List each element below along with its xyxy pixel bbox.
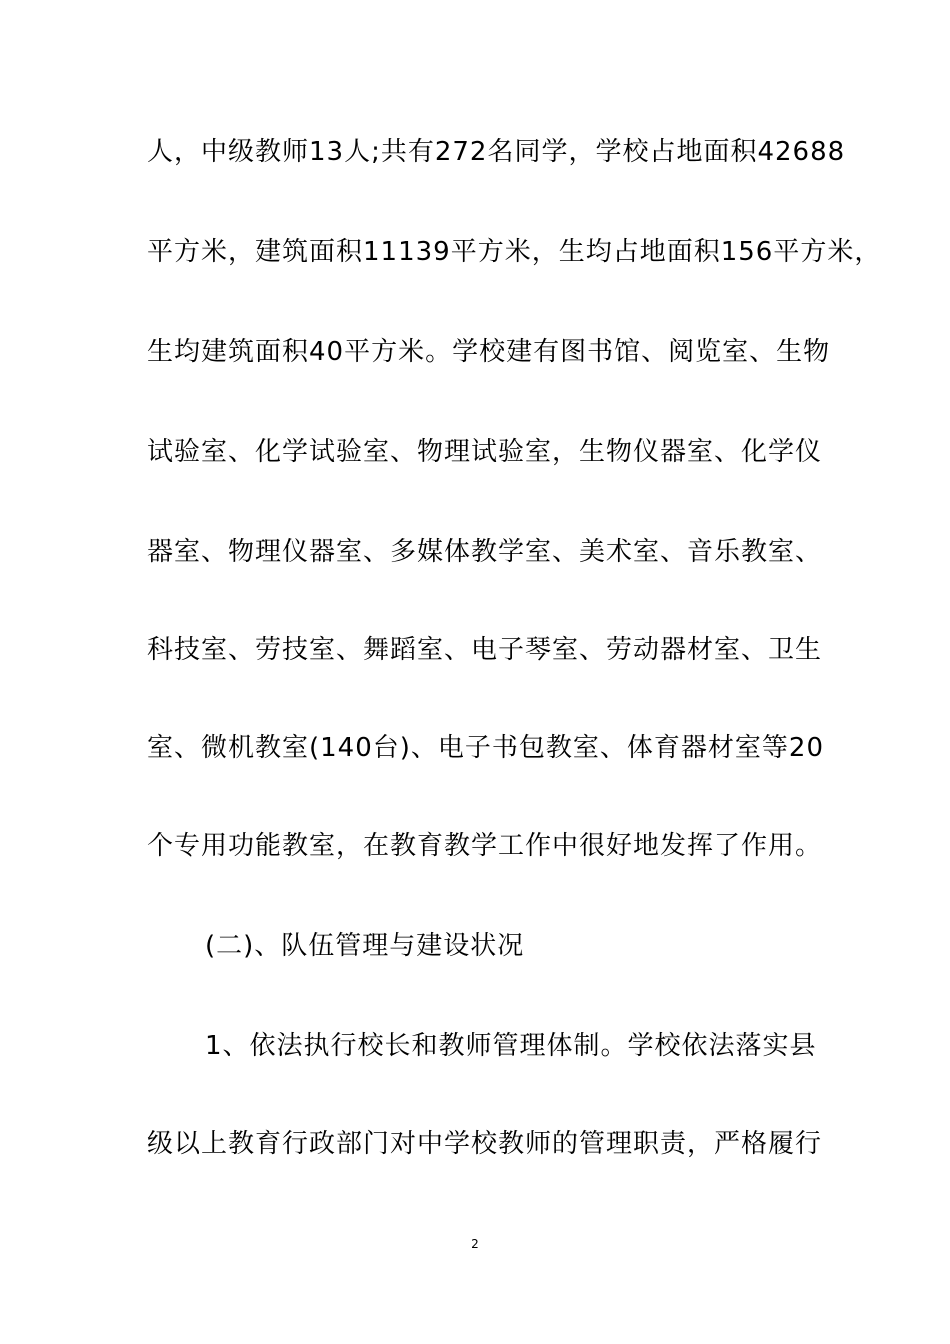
paragraph2-line-1: 1、依法执行校长和教师管理体制。学校依法落实县 — [205, 1031, 817, 1061]
section-heading: (二)、队伍管理与建设状况 — [205, 931, 525, 961]
body-line-2: 平方米，建筑面积11139平方米，生均占地面积156平方米， — [147, 237, 882, 267]
body-line-8: 个专用功能教室，在教育教学工作中很好地发挥了作用。 — [147, 831, 823, 861]
page-number: 2 — [471, 1237, 479, 1251]
body-line-3: 生均建筑面积40平方米。学校建有图书馆、阅览室、生物 — [147, 337, 831, 367]
body-line-4: 试验室、化学试验室、物理试验室，生物仪器室、化学仪 — [147, 437, 823, 467]
body-line-5: 器室、物理仪器室、多媒体教学室、美术室、音乐教室、 — [147, 537, 823, 567]
body-line-7: 室、微机教室(140台)、电子书包教室、体育器材室等20 — [147, 733, 824, 763]
paragraph2-line-2: 级以上教育行政部门对中学校教师的管理职责，严格履行 — [147, 1129, 823, 1159]
body-line-1: 人，中级教师13人;共有272名同学，学校占地面积42688 — [147, 137, 846, 167]
body-line-6: 科技室、劳技室、舞蹈室、电子琴室、劳动器材室、卫生 — [147, 635, 823, 665]
